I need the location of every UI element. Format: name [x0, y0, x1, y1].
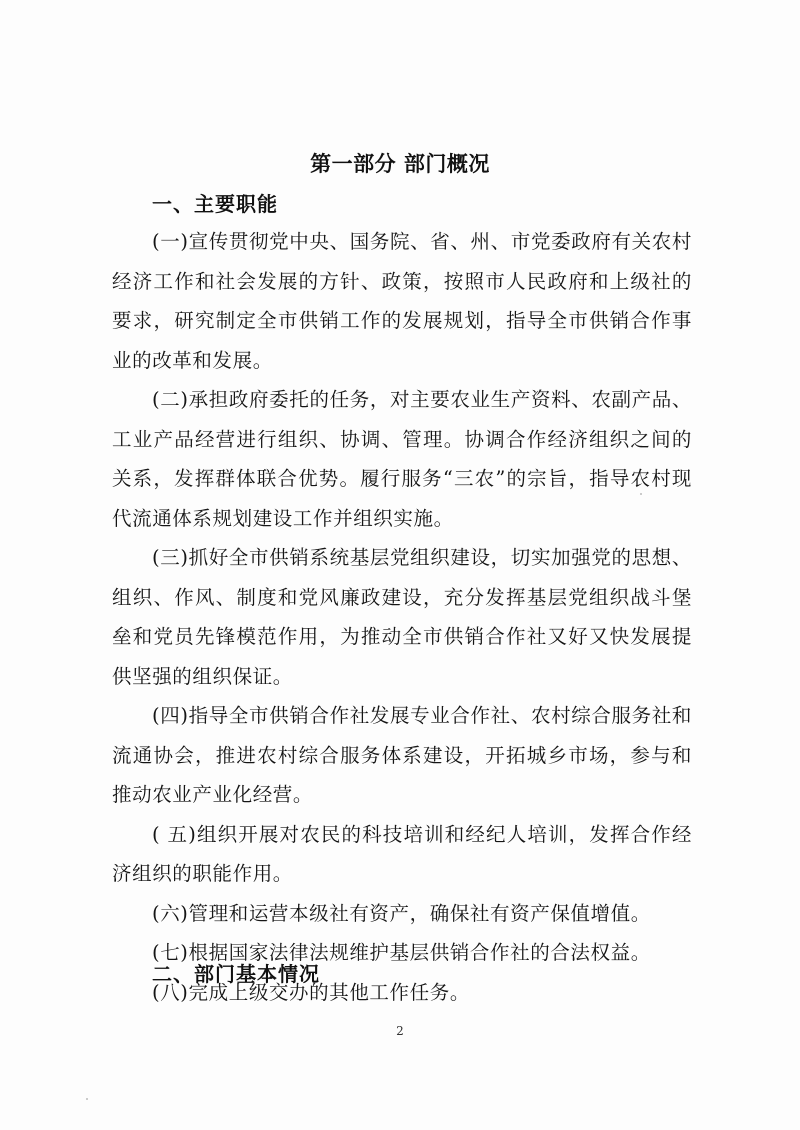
scan-speck	[86, 1098, 88, 1100]
list-item: ( 五)组织开展对农民的科技培训和经纪人培训，发挥合作经济组织的职能作用。	[112, 822, 692, 885]
scan-speck	[640, 493, 642, 495]
section-heading-main-functions: 一、主要职能	[152, 192, 278, 216]
list-item: (一)宣传贯彻党中央、国务院、省、州、市党委政府有关农村经济工作和社会发展的方针、政策，按照市人民政府和上级社的要求，研究制定全市供销工作的发展规划，指导全市供销合作事业的改革和发展。	[112, 230, 692, 372]
list-item: (三)抓好全市供销系统基层党组织建设，切实加强党的思想、组织、作风、制度和党风廉政建设，充分发挥基层党组织战斗堡垒和党员先锋模范作用，为推动全市供销合作社又好又快发展提供坚强的组织保证。	[112, 546, 692, 688]
page-title: 第一部分 部门概况	[310, 152, 490, 176]
page-number: 2	[396, 1024, 404, 1038]
functions-list	[112, 222, 692, 1012]
list-item: (七)根据国家法律法规维护基层供销合作社的合法权益。	[152, 941, 651, 964]
list-item: (八)完成上级交办的其他工作任务。	[152, 980, 470, 1004]
list-item: (六)管理和运营本级社有资产，确保社有资产保值增值。	[152, 901, 651, 925]
section-heading-basic-info: 二、部门基本情况	[152, 962, 320, 986]
list-item: (二)承担政府委托的任务，对主要农业生产资料、农副产品、工业产品经营进行组织、协调、管理。协调合作经济组织之间的关系，发挥群体联合优势。履行服务“三农”的宗旨，指导农村现代流通体系规划建设工作并组织实施。	[112, 388, 692, 530]
list-item: (四)指导全市供销合作社发展专业合作社、农村综合服务社和流通协会，推进农村综合服务体系建设，开拓城乡市场，参与和推动农业产业化经营。	[112, 704, 692, 806]
